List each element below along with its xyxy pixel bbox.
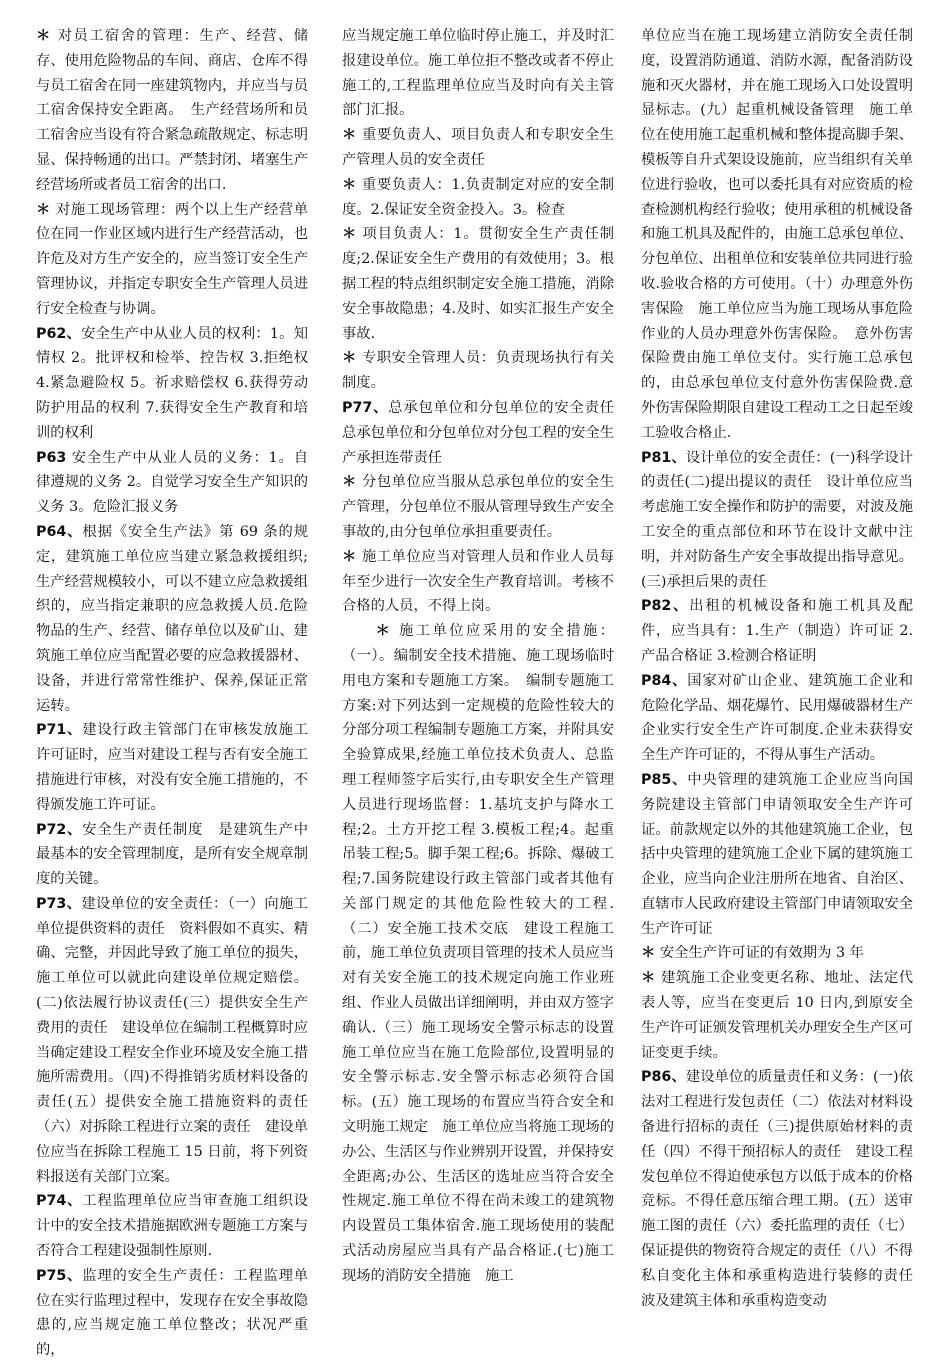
text-column-1 xyxy=(36,24,309,1359)
paragraph: ＊ 建筑施工企业变更名称、地址、法定代表人等，应当在变更后 10 日内,到原安全生产许可证颁发管理机关办理安全生产区可证变更手续。 xyxy=(641,970,913,1061)
paragraph: 应当规定施工单位临时停止施工，并及时汇报建设单位。施工单位拒不整改或者不停止施工的,工程监理单位应当及时向有关主管部门汇报。 xyxy=(342,28,614,119)
paragraph: ＊ 重要负责人：1.负责制定对应的安全制度。2.保证安全资金投入。3。检查 xyxy=(342,176,615,218)
section-marker: P71、 xyxy=(36,722,83,739)
section-marker: P74、 xyxy=(36,1193,83,1210)
paragraph: P82、出租的机械设备和施工机具及配件，应当具有：1.生产（制造）许可证 2.产品合格证 3.检测合格证明 xyxy=(641,598,914,664)
section-marker: ＊ xyxy=(641,970,656,987)
paragraph: P86、建设单位的质量责任和义务：(一)依法对工程进行发包责任（二）依法对材料设备进行招标的责任（三)提供原始材料的责任（四）不得干预招标人的责任 建设工程发包单位不得迫使承包方以低于成本的价格竞标。不得任意压缩合理工期。(五）送审施工图的责任（六）委托监理的责任（七）保证提供的物资符合规定的责任（八）不得私自变化主体和承重构造进行装修的责任 波及建筑主体和承重构造变动 xyxy=(641,1069,928,1309)
paragraph: P73、建设单位的安全责任：（一）向施工单位提供资料的责任 资料假如不真实、精确、完整，并因此导致了施工单位的损失，施工单位可以就此向建设单位规定赔偿。(二)依法履行协议责任(三）提供安全生产费用的责任 建设单位在编制工程概算时应当确定建设工程安全作业环境及安全施工措施所需费用。（四)不得推销劣质材料设备的责任(五）提供安全施工措施资料的责任（六）对拆除工程进行立案的责任 建设单位应当在拆除工程施工 15 日前，将下列资料报送有关部门立案。 xyxy=(36,895,308,1185)
paragraph: P84、国家对矿山企业、建筑施工企业和危险化学品、烟花爆竹、民用爆破器材生产企业实行安全生产许可制度.企业未获得安全生产许可证的，不得从事生产活动。 xyxy=(641,672,913,764)
section-marker: P62、 xyxy=(36,325,82,342)
paragraph: ＊ 专职安全管理人员：负责现场执行有关制度。 xyxy=(342,350,614,392)
section-marker: ＊ xyxy=(342,176,357,193)
paragraph: ＊ 对员工宿舍的管理：生产、经营、储存、使用危险物品的车间、商店、仓库不得与员工宿舍在同一座建筑物内，并应当与员工宿舍保持安全距离。 生产经营场所和员工宿舍应当设有符合紧急疏散规定、标志明显、保持畅通的出口。严禁封闭、堵塞生产经营场所或者员工宿舍的出口. xyxy=(36,28,308,193)
paragraph: P72、安全生产责任制度 是建筑生产中最基本的安全管理制度，是所有安全规章制度的关键。 xyxy=(36,821,308,888)
paragraph: P63 安全生产中从业人员的义务：1。自律遵规的义务 2。自觉学习安全生产知识的义务 3。危险汇报义务 xyxy=(36,449,308,516)
paragraph: P85、中央管理的建筑施工企业应当向国务院建设主管部门申请领取安全生产许可证。前款规定以外的其他建筑施工企业，包括中央管理的建筑施工企业下属的建筑施工企业，应当向企业注册所在地省、自治区、直辖市人民政府建设主管部门申请领取安全生产许可证 xyxy=(641,771,913,937)
section-marker: P86、 xyxy=(641,1069,686,1086)
paragraph: 单位应当在施工现场建立消防安全责任制度，设置消防通道、消防水源，配备消防设施和灭火器材，并在施工现场入口处设置明显标志。(九）起重机械设备管理 施工单位在使用施工起重机械和整体提高脚手架、模板等自升式架设设施前，应当组织有关单位进行验收，也可以委托具有对应资质的检查检测机构经行验收；使用承租的机械设备和施工机具及配件的，由施工总承包单位、分包单位、出租单位和安装单位共同进行验收.验收合格的方可使用。（十）办理意外伤害保险 施工单位应当为施工现场从事危险作业的人员办理意外伤害保险。 意外伤害保险费由施工单位支付。实行施工总承包的，由总承包单位支付意外伤害保险费.意外伤害保险期限自建设工程动工之日起至竣工验收合格止. xyxy=(641,28,913,441)
section-marker: P77、 xyxy=(342,399,389,416)
paragraph: ＊ 施工单位应采用的安全措施：（一）。编制安全技术措施、施工现场临时用电方案和专题施工方案。 编制专题施工方案:对下列达到一定规模的危险性较大的分部分项工程编制专题施工方案，并附具安全验算成果,经施工单位技术负责人、总监理工程师签字后实行,由专职安全生产管理人员进行现场监督：1.基坑支护与降水工程;2。土方开挖工程 3.模板工程;4。起重吊装工程;5。脚手架工程;6。拆除、爆破工程;7.国务院建设行政主管部门或者其他有关部门规定的其他危险性较大的工程. （二）安全施工技术交底 建设工程施工前，施工单位负责项目管理的技术人员应当对有关安全施工的技术规定向施工作业班组、作业人员做出详细阐明，并由双方签字确认.（三）施工现场安全警示标志的设置 施工单位应当在施工危险部位,设置明显的安全警示标志.安全警示标志必须符合国标。(五）施工现场的布置应当符合安全和文明施工规定 施工单位应当将施工现场的办公、生活区与作业辨别开设置，并保持安全距离;办公、生活区的选址应当符合安全性规定.施工单位不得在尚未竣工的建筑物内设置员工集体宿舍.施工现场使用的装配式活动房屋应当具有产品合格证.(七)施工现场的消防安全措施 施工 xyxy=(342,623,629,1284)
text-column-2 xyxy=(342,24,629,1336)
section-marker: P85、 xyxy=(641,771,688,788)
paragraph: P77、总承包单位和分包单位的安全责任 总承包单位和分包单位对分包工程的安全生产承担连带责任 xyxy=(342,399,629,466)
section-marker: P82、 xyxy=(641,598,690,615)
section-marker: P81、 xyxy=(641,449,686,466)
text-column-3 xyxy=(641,24,928,1336)
section-marker: P72、 xyxy=(36,821,83,838)
section-marker: P84、 xyxy=(641,672,688,689)
paragraph: P74、工程监理单位应当审查施工组织设计中的安全技术措施据欧洲专题施工方案与否符合工程建设强制性原则. xyxy=(36,1193,308,1260)
section-marker: ＊ xyxy=(36,28,52,44)
section-marker: ＊ xyxy=(342,226,358,243)
section-marker: ＊ xyxy=(342,350,357,367)
section-marker: ＊ xyxy=(375,623,393,640)
paragraph: P71、建设行政主管部门在审核发放施工许可证时，应当对建设工程与否有安全施工措施进行审核，对没有安全施工措施的，不得颁发施工许可证。 xyxy=(36,722,308,813)
paragraph: ＊ 分包单位应当服从总承包单位的安全生产管理，分包单位不服从管理导致生产安全事故的,由分包单位承担重要责任。 xyxy=(342,474,614,540)
paragraph: ＊ 对施工现场管理：两个以上生产经营单位在同一作业区域内进行生产经营活动，也许危及对方生产安全的，应当签订安全生产管理协议，并指定专职安全生产管理人员进行安全检查与协调。 xyxy=(36,201,308,317)
paragraph: P75、监理的安全生产责任：工程监理单位在实行监理过程中，发现存在安全事故隐患的,应当规定施工单位整改；状况严重的， xyxy=(36,1267,308,1359)
paragraph: ＊ 安全生产许可证的有效期为 3 年 xyxy=(641,945,864,962)
paragraph: ＊ 重要负责人、项目负责人和专职安全生产管理人员的安全责任 xyxy=(342,127,614,168)
paragraph: ＊ 施工单位应当对管理人员和作业人员每年至少进行一次安全生产教育培训。考核不合格的人员，不得上岗。 xyxy=(342,548,614,615)
section-marker: P75、 xyxy=(36,1267,83,1284)
section-marker: P73、 xyxy=(36,895,82,912)
paragraph: P81、设计单位的安全责任：(一)科学设计的责任(二)提出提议的责任 设计单位应当考虑施工安全操作和防护的需要，对波及施工安全的重点部位和环节在设计文献中注明，并对防备生产安全事故提出指导意见。(三)承担后果的责任 xyxy=(641,449,914,590)
paragraph: P62、安全生产中从业人员的权利：1。知情权 2。批评权和检举、控告权 3.拒绝权 4.紧急避险权 5。祈求赔偿权 6.获得劳动防护用品的权利 7.获得安全生产教育和培训的权利 xyxy=(36,325,308,441)
section-marker: P64、 xyxy=(36,523,83,540)
section-marker: P63 xyxy=(36,449,67,466)
paragraph: ＊ 项目负责人：1。贯彻安全生产责任制度;2.保证安全生产费用的有效使用；3。根据工程的特点组织制定安全施工措施，消除安全事故隐患；4.及时、如实汇报生产安全事故. xyxy=(342,226,615,342)
section-marker: ＊ xyxy=(342,127,357,144)
section-marker: ＊ xyxy=(342,474,357,491)
section-marker: ＊ xyxy=(342,548,357,565)
section-marker: ＊ xyxy=(641,945,656,962)
section-marker: ＊ xyxy=(36,201,51,218)
paragraph: P64、根据《安全生产法》第 69 条的规定，建筑施工单位应当建立紧急救援组织;生产经营规模较小，可以不建立应急救援组织的，应当指定兼职的应急救援人员.危险物品的生产、经营、储存单位以及矿山、建筑施工单位应当配置必要的应急救援器材、设备，并进行常常性维护、保养,保证正常运转。 xyxy=(36,523,309,714)
